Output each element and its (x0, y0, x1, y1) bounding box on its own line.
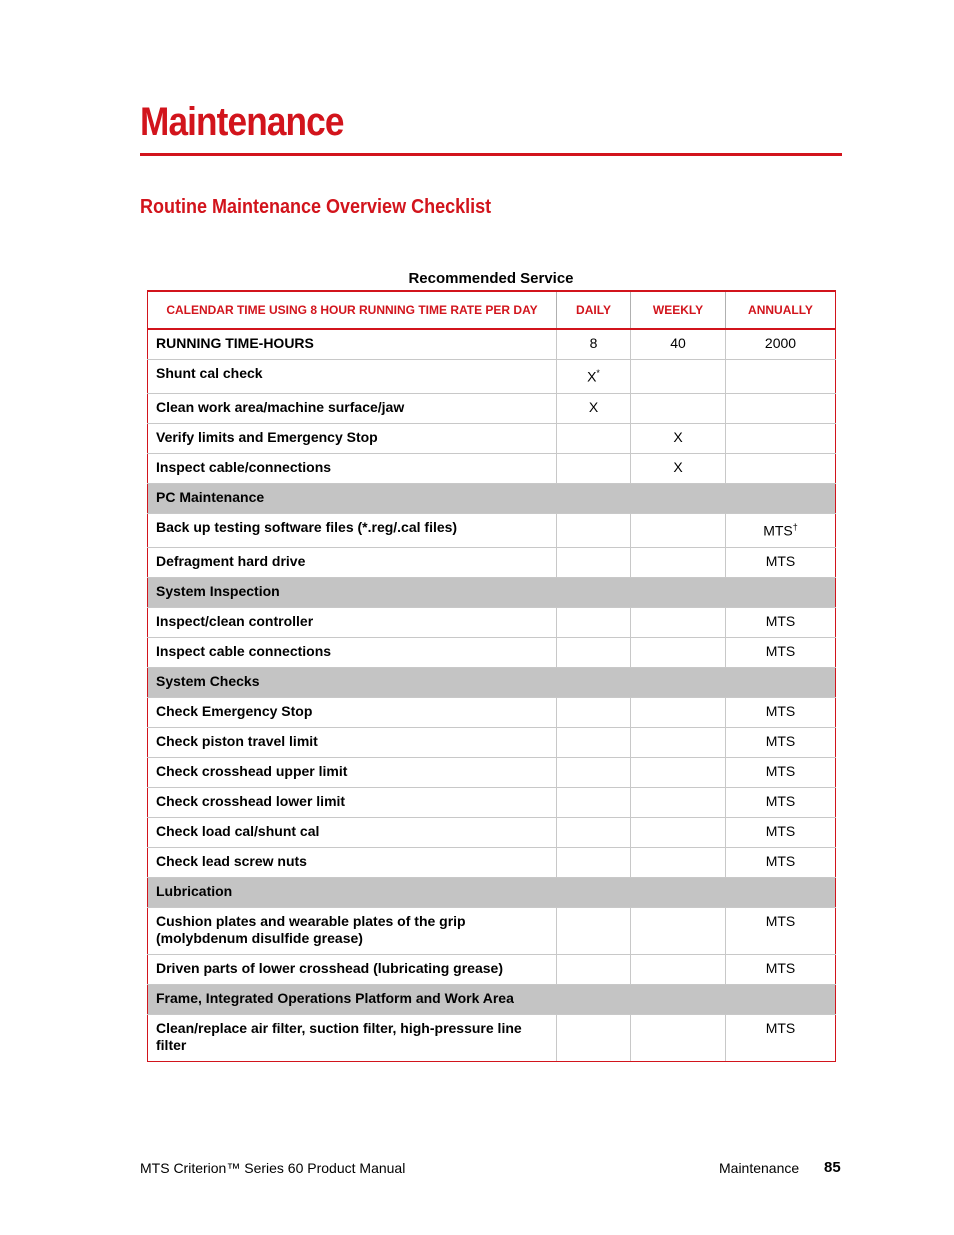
daily-cell (557, 454, 631, 484)
table-row (148, 758, 836, 788)
daily-cell (557, 608, 631, 638)
table-row (148, 788, 836, 818)
section-label: System Inspection (148, 578, 836, 608)
table-header-row (148, 291, 836, 329)
daily-cell (557, 818, 631, 848)
header-annually: ANNUALLY (726, 291, 836, 329)
table-row (148, 360, 836, 394)
task-cell: Check piston travel limit (148, 728, 557, 758)
daily-cell (557, 758, 631, 788)
table-row (148, 548, 836, 578)
section-label: Frame, Integrated Operations Platform and Work Area (148, 985, 836, 1015)
annually-cell: MTS (726, 728, 836, 758)
daily-mark: X (587, 368, 597, 385)
section-row-system-inspection (148, 578, 836, 608)
daily-cell (557, 728, 631, 758)
daily-cell (557, 548, 631, 578)
table-row (148, 818, 836, 848)
weekly-cell (631, 638, 726, 668)
running-time-daily: 8 (557, 329, 631, 360)
section-label: Lubrication (148, 878, 836, 908)
header-calendar-time: CALENDAR TIME USING 8 HOUR RUNNING TIME RATE PER DAY (148, 291, 557, 329)
daily-cell (557, 698, 631, 728)
table-row (148, 454, 836, 484)
task-cell: Check Emergency Stop (148, 698, 557, 728)
running-time-weekly: 40 (631, 329, 726, 360)
task-cell: Check crosshead upper limit (148, 758, 557, 788)
table-row (148, 848, 836, 878)
task-cell: Inspect cable connections (148, 638, 557, 668)
table-row (148, 1015, 836, 1062)
task-cell: Inspect/clean controller (148, 608, 557, 638)
header-daily: DAILY (557, 291, 631, 329)
weekly-cell (631, 818, 726, 848)
annually-cell: MTS (726, 698, 836, 728)
annually-cell: MTS (726, 548, 836, 578)
weekly-cell (631, 394, 726, 424)
table-row (148, 698, 836, 728)
task-cell: Verify limits and Emergency Stop (148, 424, 557, 454)
annually-cell: MTS (726, 638, 836, 668)
daily-cell (557, 788, 631, 818)
daily-cell (557, 514, 631, 548)
table-caption: Recommended Service (408, 270, 574, 287)
annually-cell (726, 514, 836, 548)
annually-cell: MTS (726, 955, 836, 985)
table-row (148, 608, 836, 638)
section-title: Routine Maintenance Overview Checklist (140, 196, 492, 218)
footer-section-name: Maintenance (719, 1160, 800, 1176)
table-row (148, 728, 836, 758)
weekly-cell (631, 608, 726, 638)
running-time-label: RUNNING TIME-HOURS (148, 329, 557, 360)
weekly-cell (631, 548, 726, 578)
footnote-marker: * (596, 368, 600, 378)
weekly-cell (631, 1015, 726, 1062)
weekly-cell (631, 788, 726, 818)
section-row-lubrication (148, 878, 836, 908)
title-rule (140, 153, 842, 156)
table-row (148, 394, 836, 424)
table-row (148, 638, 836, 668)
daily-cell (557, 424, 631, 454)
annually-cell: MTS (726, 818, 836, 848)
section-row-pc-maintenance (148, 484, 836, 514)
weekly-cell (631, 514, 726, 548)
task-cell: Check crosshead lower limit (148, 788, 557, 818)
page-title: Maintenance (140, 100, 344, 144)
task-cell: Inspect cable/connections (148, 454, 557, 484)
weekly-cell (631, 728, 726, 758)
weekly-cell (631, 848, 726, 878)
table-row (148, 514, 836, 548)
daily-cell (557, 848, 631, 878)
weekly-cell: X (631, 424, 726, 454)
annually-cell: MTS (726, 1015, 836, 1062)
weekly-cell: X (631, 454, 726, 484)
task-cell: Check lead screw nuts (148, 848, 557, 878)
maintenance-checklist-table (147, 290, 836, 1062)
task-cell: Driven parts of lower crosshead (lubricating grease) (148, 955, 557, 985)
task-cell: Cushion plates and wearable plates of the grip (molybdenum disulfide grease) (148, 908, 557, 955)
section-row-system-checks (148, 668, 836, 698)
weekly-cell (631, 360, 726, 394)
daily-cell (557, 908, 631, 955)
task-cell: Check load cal/shunt cal (148, 818, 557, 848)
annually-cell (726, 360, 836, 394)
daily-cell (557, 360, 631, 394)
running-time-annually: 2000 (726, 329, 836, 360)
annually-cell: MTS (726, 908, 836, 955)
annually-cell: MTS (726, 848, 836, 878)
daily-cell (557, 955, 631, 985)
task-cell: Shunt cal check (148, 360, 557, 394)
task-cell: Clean/replace air filter, suction filter, high-pressure line filter (148, 1015, 557, 1062)
daily-cell (557, 638, 631, 668)
task-cell: Clean work area/machine surface/jaw (148, 394, 557, 424)
annually-cell: MTS (726, 788, 836, 818)
table-row (148, 955, 836, 985)
table-row (148, 908, 836, 955)
annually-cell (726, 394, 836, 424)
daily-cell (557, 1015, 631, 1062)
annually-mark: MTS (763, 522, 793, 539)
weekly-cell (631, 955, 726, 985)
footer-manual-title: MTS Criterion™ Series 60 Product Manual (140, 1160, 406, 1176)
section-row-frame (148, 985, 836, 1015)
annually-cell: MTS (726, 608, 836, 638)
task-cell: Defragment hard drive (148, 548, 557, 578)
table-row-running-time (148, 329, 836, 360)
section-label: System Checks (148, 668, 836, 698)
daily-cell: X (557, 394, 631, 424)
weekly-cell (631, 698, 726, 728)
task-cell: Back up testing software files (*.reg/.cal files) (148, 514, 557, 548)
annually-cell (726, 454, 836, 484)
header-weekly: WEEKLY (631, 291, 726, 329)
weekly-cell (631, 908, 726, 955)
footnote-marker: † (792, 522, 798, 532)
weekly-cell (631, 758, 726, 788)
table-row (148, 424, 836, 454)
annually-cell (726, 424, 836, 454)
annually-cell: MTS (726, 758, 836, 788)
footer-page-number: 85 (824, 1159, 841, 1176)
section-label: PC Maintenance (148, 484, 836, 514)
